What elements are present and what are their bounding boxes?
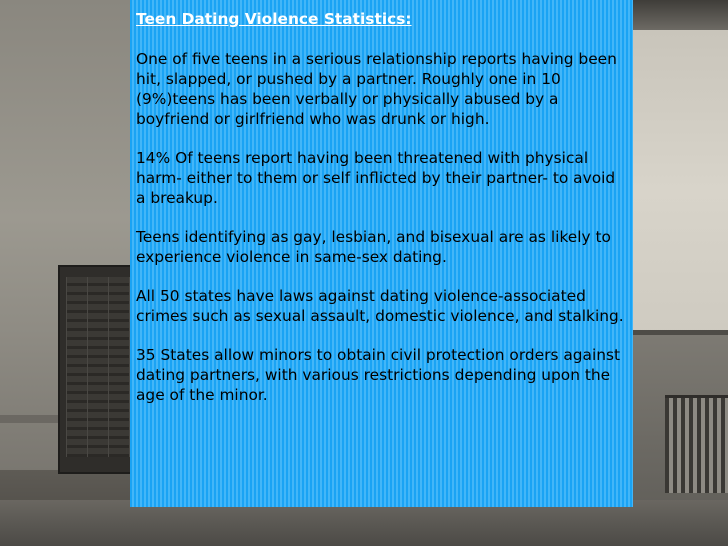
statistics-text-panel <box>130 0 633 507</box>
radiator <box>665 395 728 493</box>
locker-door <box>108 277 130 457</box>
locker-door <box>66 277 88 457</box>
statistic-paragraph: 35 States allow minors to obtain civil protection orders against dating partners, with various restrictions depending upon the age of the minor. <box>136 346 621 404</box>
slide-title: Teen Dating Violence Statistics: <box>136 10 412 28</box>
ceiling-shadow <box>630 0 728 30</box>
locker <box>58 265 132 474</box>
statistic-paragraph: Teens identifying as gay, lesbian, and bisexual are as likely to experience violence in same-sex dating. <box>136 228 611 266</box>
statistic-paragraph: All 50 states have laws against dating violence-associated crimes such as sexual assault, domestic violence, and stalking. <box>136 287 624 325</box>
statistic-paragraph: 14% Of teens report having been threatened with physical harm- either to them or self inflicted by their partner- to avoid a breakup. <box>136 149 616 207</box>
statistic-paragraph: One of five teens in a serious relationship reports having been hit, slapped, or pushed by a partner. Roughly one in 10 (9%)teens has been verbally or physically abused by a boyfriend or girlfriend who was drunk or high. <box>136 50 617 128</box>
locker-door <box>87 277 109 457</box>
